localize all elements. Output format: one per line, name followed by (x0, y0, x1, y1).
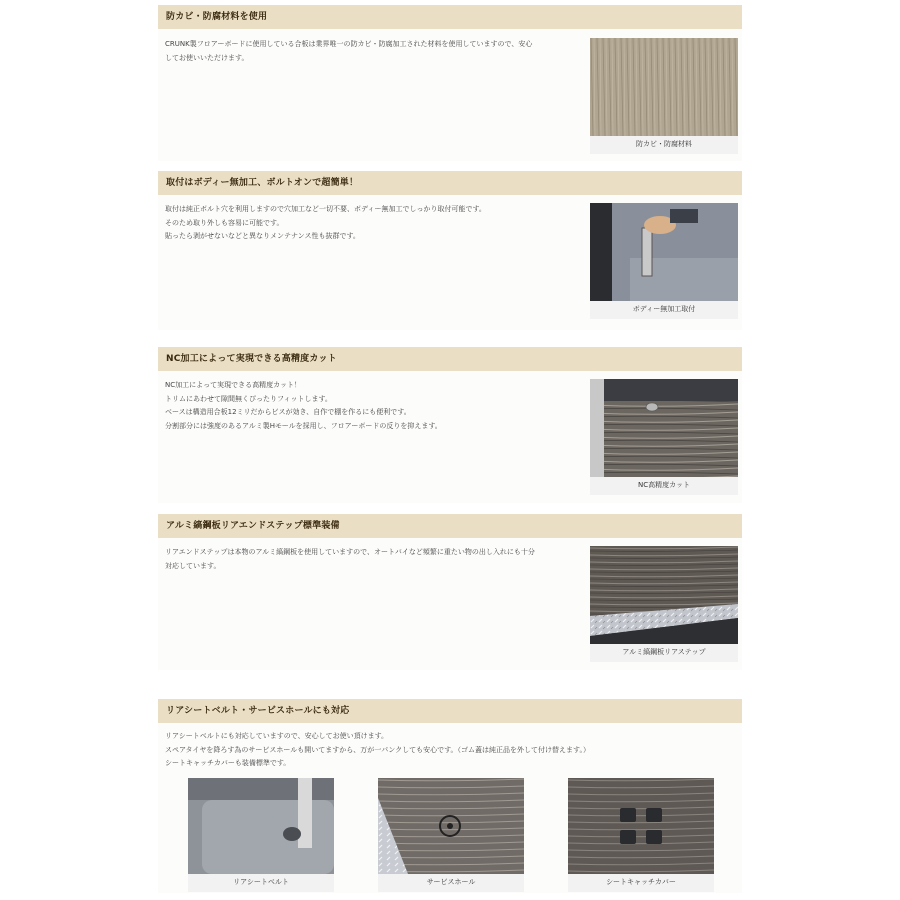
text-line: シートキャッチカバーも装備標準です。 (165, 759, 291, 767)
text-line: リアシートベルトにも対応していますので、安心してお使い頂けます。 (165, 732, 389, 740)
section-title-bolt-on: 取付はボディー無加工、ボルトオンで超簡単！ (158, 171, 742, 195)
figure-seat-catch-cover (568, 778, 714, 892)
caption-seat-catch-cover: シートキャッチカバー (606, 878, 676, 886)
service-hole-photo (378, 778, 524, 874)
section-title-rear-step: アルミ縞鋼板リアエンドステップ標準装備 (158, 514, 742, 538)
text-line: 対応しています。 (165, 561, 221, 570)
caption-nc-cut: NC高精度カット (637, 481, 691, 489)
text-line: CRUNK製フロアーボードに使用している合板は業界唯一の防カビ・防腐加工された材料を使用していますので、安心 (165, 40, 533, 48)
caption-rear-step: アルミ縞鋼板リアステップ (622, 648, 706, 656)
seat-catch-cover-photo (568, 778, 714, 874)
bolt-install-photo (590, 203, 738, 301)
text-line: 貼ったら剥がせないなどと異なりメンテナンス性も抜群です。 (165, 232, 360, 240)
section-text-bolt-on (165, 203, 486, 244)
caption-bolt-on: ボディー無加工取付 (632, 305, 696, 313)
caption-rear-seatbelt: リアシートベルト (233, 878, 289, 886)
text-line: トリムにあわせて隙間無くぴったりフィットします。 (165, 394, 332, 403)
caption-anti-mold: 防カビ・防腐材料 (636, 140, 692, 148)
section-text-rear-step (165, 546, 535, 573)
section-title-anti-mold: 防カビ・防腐材料を使用 (158, 5, 742, 29)
nc-cut-floor-photo (590, 379, 738, 477)
figure-rear-step (590, 546, 738, 662)
rear-step-photo (590, 546, 738, 644)
text-line: そのため取り外しも容易に可能です。 (165, 218, 284, 227)
section-title-nc-cut: NC加工によって実現できる高精度カット (158, 347, 742, 371)
text-line: してお使いいただけます。 (165, 53, 249, 62)
text-line: リアエンドステップは本物のアルミ縞鋼板を使用していますので、オートバイなど頻繁に重たい物の出し入れにも十分 (165, 548, 535, 556)
section-title-seatbelt: リアシートベルト・サービスホールにも対応 (158, 699, 742, 723)
figure-nc-cut (590, 379, 738, 495)
caption-service-hole: サービスホール (426, 878, 476, 886)
section-text-seatbelt (165, 730, 590, 771)
text-line: スペアタイヤを降ろす為のサービスホールも開いてますから、万が一パンクしても安心です。（ゴム蓋は純正品を外して付け替えます。） (165, 745, 590, 754)
text-line: 取付は純正ボルト穴を利用しますので穴加工など一切不要、ボディー無加工でしっかり取付可能です。 (165, 205, 486, 213)
text-line: 分割部分には強度のあるアルミ製Hモールを採用し、フロアーボードの反りを抑えます。 (165, 421, 442, 430)
figure-anti-mold (590, 38, 738, 154)
text-line: ベースは構造用合板12ミリだからビスが効き、自作で棚を作るにも便利です。 (165, 408, 411, 416)
figure-bolt-on (590, 203, 738, 319)
figure-service-hole (378, 778, 524, 892)
figure-rear-seatbelt (188, 778, 334, 892)
rear-seatbelt-photo (188, 778, 334, 874)
section-text-nc-cut (165, 379, 442, 433)
text-line: NC加工によって実現できる高精度カット！ (165, 381, 302, 389)
wood-grain-photo (590, 38, 738, 136)
section-text-anti-mold (165, 38, 532, 65)
